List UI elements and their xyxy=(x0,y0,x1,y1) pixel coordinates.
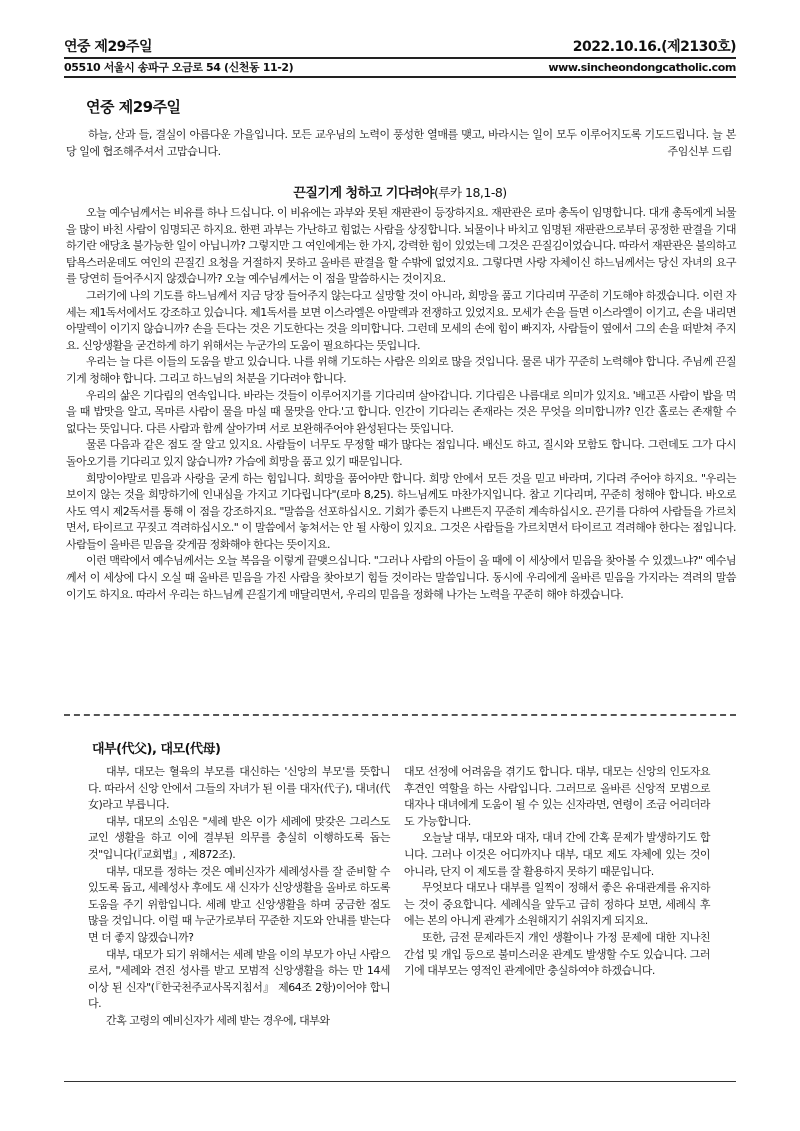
intro-text: 하늘, 산과 들, 결실이 아름다운 가을입니다. 모든 교우님의 노력이 풍성한 열매를 맺고, 바라시는 일이 모두 이루어지도록 기도드립니다. 늘 본당 일에 협조해주셔서 고맙습니다. xyxy=(66,128,736,158)
footer-rule xyxy=(64,1081,736,1082)
parish-address: 05510 서울시 송파구 오금로 54 (신천동 11-2) xyxy=(64,61,294,74)
godparents-column-left xyxy=(88,764,390,1030)
bulletin-header xyxy=(64,34,736,56)
article-paragraph: 오늘 예수님께서는 비유를 하나 드십니다. 이 비유에는 과부와 못된 재판관이 등장하지요. 재판관은 로마 총독이 임명합니다. 대개 총독에게 뇌물을 많이 바친 사람이 임명되곤 하지요. 한편 과부는 가난하고 힘없는 사람을 상징합니다. 뇌물이나 바치고 임명된 재판관으로부터 공정한 판결을 기대하기란 애당초 불가능한 일이 아닙니까? 그렇지만 그 여인에게는 한 가지, 강력한 힘이 있었는데 그것은 끈질김이었습니다. 따라서 재판관은 불의하고 탐욕스러운데도 여인의 끈질긴 요청을 거절하지 못하고 올바른 판결을 할 수밖에 없었지요. 그렇다면 사랑 자체이신 하느님께서는 당신 자녀의 요구를 당연히 들어주시지 않겠습니까? 오늘 예수님께서는 이 점을 말씀하시는 것이지요. xyxy=(66,206,736,286)
article-paragraph: 우리의 삶은 기다림의 연속입니다. 바라는 것들이 이루어지기를 기다리며 살아갑니다. 기다림은 나름대로 의미가 있지요. '배고픈 사람이 밥을 먹을 때 밥맛을 알고, 목마른 사람이 물을 마실 때 물맛을 안다.'고 합니다. 인간이 기다리는 존재라는 것은 무엇을 의미합니까? 인간 홀로는 존재할 수 없다는 뜻입니다. 다른 사람과 함께 살아가며 서로 보완해주어야 완성된다는 뜻입니다. xyxy=(66,388,736,435)
article-heading xyxy=(0,182,800,201)
godparents-paragraph: 또한, 금전 문제라든지 개인 생활이나 가정 문제에 대한 지나친 간섭 및 개입 등으로 불미스러운 관계도 발생할 수도 있습니다. 그러기에 대부모는 영적인 관계에만 충실하여야 하겠습니다. xyxy=(404,930,710,978)
godparents-paragraph: 무엇보다 대모나 대부를 일찍이 정해서 좋은 유대관계를 유지하는 것이 중요합니다. 세례식을 앞두고 급히 정하다 보면, 세례식 후에는 본의 아니게 관계가 소원해지기 쉬워지게 되지요. xyxy=(404,881,710,928)
parish-website-link[interactable]: www.sincheondongcatholic.com xyxy=(548,60,736,74)
godparents-title: 대부(代父), 대모(代母) xyxy=(92,742,221,757)
article-title: 끈질기게 청하고 기다려야 xyxy=(293,186,434,201)
header-week: 연중 제29주일 xyxy=(64,39,152,55)
godparents-paragraph: 대부, 대모는 혈육의 부모를 대신하는 '신앙의 부모'를 뜻합니다. 따라서 신앙 안에서 그들의 자녀가 된 이를 대자(代子), 대녀(代女)라고 부릅니다. xyxy=(88,765,390,812)
intro-signature: 주임신부 드림 xyxy=(667,145,732,158)
article-paragraph: 물론 다음과 같은 점도 잘 알고 있지요. 사람들이 너무도 무정할 때가 많다는 점입니다. 배신도 하고, 질시와 모함도 합니다. 그런데도 그가 다시 돌아오기를 기다리고 있지 않습니까? 가슴에 희망을 품고 있기 때문입니다. xyxy=(66,438,736,468)
article-citation: (루카 18,1-8) xyxy=(434,185,507,200)
section-divider xyxy=(64,714,736,716)
godparents-column-right xyxy=(404,764,710,980)
godparents-paragraph: 대부, 대모가 되기 위해서는 세례 받을 이의 부모가 아닌 사람으로서, "세례와 견진 성사를 받고 모범적 신앙생활을 하는 만 14세 이상 된 신자"(『한국천주교사목지침서』 제64조 2항)이어야 합니다. xyxy=(88,947,390,1011)
article-paragraph: 우리는 늘 다른 이들의 도움을 받고 있습니다. 나를 위해 기도하는 사람은 의외로 많을 것입니다. 물론 내가 꾸준히 노력해야 합니다. 주님께 끈질기게 청해야 합니다. 그리고 하느님의 처분을 기다려야 합니다. xyxy=(66,355,736,385)
godparents-paragraph: 오늘날 대부, 대모와 대자, 대녀 간에 간혹 문제가 발생하기도 합니다. 그러나 이것은 어디까지나 대부, 대모 제도 자체에 있는 것이 아니라, 단지 이 제도를 잘 활용하지 못하기 때문입니다. xyxy=(404,831,710,878)
article-paragraph: 이런 맥락에서 예수님께서는 오늘 복음을 이렇게 끝맺으십니다. "그러나 사람의 아들이 올 때에 이 세상에서 믿음을 찾아볼 수 있겠느냐?" 예수님께서 이 세상에 다시 오실 때 올바른 믿음을 가진 사람을 찾아보기 힘들 것이라는 말씀입니다. 동시에 우리에게 올바른 믿음을 가지라는 격려의 말씀이기도 하지요. 따라서 우리는 하느님께 끈질기게 매달리면서, 우리의 믿음을 정화해 나가는 노력을 꾸준히 해야 하겠습니다. xyxy=(66,554,736,601)
page-title: 연중 제29주일 xyxy=(86,98,181,116)
header-date-issue: 2022.10.16.(제2130호) xyxy=(572,39,736,55)
header-sub xyxy=(64,59,736,75)
godparents-paragraph: 간혹 고령의 예비신자가 세례 받는 경우에, 대부와 xyxy=(106,1013,330,1027)
godparents-paragraph: 대부, 대모를 정하는 것은 예비신자가 세례성사를 잘 준비할 수 있도록 돕고, 세례성사 후에도 새 신자가 신앙생활을 올바로 하도록 도움을 주기 위함입니다. 세례 받고 신앙생활을 하며 궁금한 점도 많을 것입니다. 이럴 때 누군가로부터 꾸준한 지도와 안내를 받는다면 더 좋지 않겠습니까? xyxy=(88,864,390,944)
article-body xyxy=(66,205,736,603)
article-paragraph: 희망이야말로 믿음과 사랑을 굳게 하는 힘입니다. 희망을 품어야만 합니다. 희망 안에서 모든 것을 믿고 바라며, 기다려 주어야 하지요. "우리는 보이지 않는 것을 희망하기에 인내심을 가지고 기다립니다"(로마 8,25). 하느님께도 마찬가지입니다. 참고 기다리며, 꾸준히 청해야 합니다. 바오로 사도 역시 제2독서를 통해 이 점을 강조하지요. "말씀을 선포하십시오. 기회가 좋든지 나쁘든지 꾸준히 계속하십시오. 끈기를 다하여 사람들을 가르치면서, 타이르고 꾸짖고 격려하십시오." 이 말씀에서 놓쳐서는 안 될 사항이 있지요. 그것은 사람들을 가르치면서 타이르고 격려해야 한다는 점입니다. 사람들이 올바른 믿음을 갖게끔 정화해야 한다는 뜻이지요. xyxy=(66,471,736,551)
header-rule-bottom xyxy=(64,76,736,78)
article-paragraph: 그러기에 나의 기도를 하느님께서 지금 당장 들어주지 않는다고 실망할 것이 아니라, 희망을 품고 기다리며 꾸준히 기도해야 하겠습니다. 이런 자세는 제1독서에서도 강조하고 있습니다. 제1독서를 보면 이스라엘은 아말렉과 전쟁하고 있었지요. 모세가 손을 들면 이스라엘이 이기고, 손을 내리면 아말렉이 이기지 않습니까? 손을 든다는 것은 기도한다는 것을 의미합니다. 그런데 모세의 손에 힘이 빠지자, 사람들이 옆에서 그의 손을 떠받쳐 주지요. 신앙생활을 굳건하게 하기 위해서는 누군가의 도움이 필요하다는 뜻입니다. xyxy=(66,288,736,352)
godparents-paragraph: 대부, 대모의 소임은 "세례 받은 이가 세례에 맞갖은 그리스도교인 생활을 하고 이에 결부된 의무를 충실히 이행하도록 돕는 것"입니다(『교회법』, 제872조). xyxy=(88,814,390,861)
godparents-paragraph: 대모 선정에 어려움을 겪기도 합니다. 대부, 대모는 신앙의 인도자요 후견인 역할을 하는 사람입니다. 그러므로 올바른 신앙적 모범으로 대자나 대녀에게 도움이 될 수 있는 신자라면, 연령이 조금 어리더라도 가능합니다. xyxy=(404,765,710,828)
